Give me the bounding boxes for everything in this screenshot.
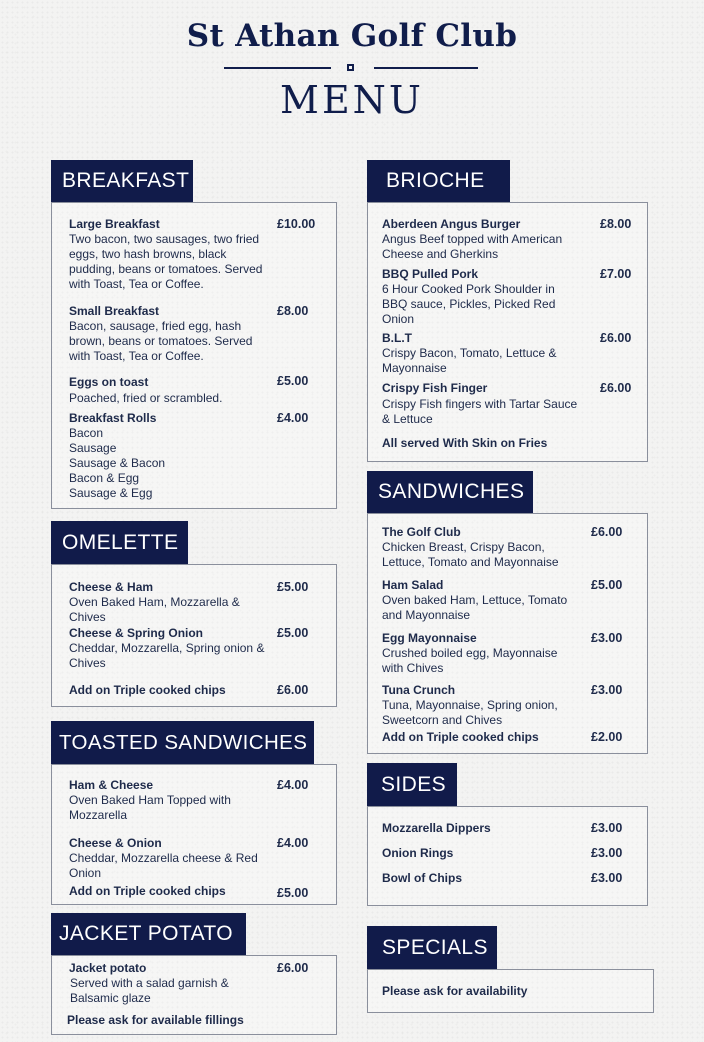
- brioche-heading: BRIOCHE: [367, 160, 510, 202]
- item-price: £6.00: [600, 381, 632, 395]
- item-description: Two bacon, two sausages, two fried eggs, two hash browns, black pudding, beans or tomatoes. Served with Toast, Tea or Coffee.: [69, 232, 263, 291]
- menu-item-breakfast-rolls: [69, 411, 269, 501]
- item-name: Large Breakfast: [69, 217, 160, 231]
- item-name: Small Breakfast: [69, 304, 160, 318]
- menu-header: [0, 0, 704, 140]
- menu-item-small-breakfast: [69, 304, 269, 364]
- item-price: £5.00: [591, 578, 623, 592]
- specials-availability-note: Please ask for availability: [382, 984, 528, 998]
- menu-item-crispy-fish-finger: [382, 381, 582, 428]
- menu-item-eggs-on-toast: [69, 374, 269, 406]
- item-description: Cheddar, Mozzarella cheese & Red Onion: [69, 851, 258, 880]
- item-name: Egg Mayonnaise: [382, 631, 477, 645]
- item-price: £5.00: [277, 580, 309, 594]
- menu-item-large-breakfast: [69, 217, 269, 292]
- jacket-fillings-note: Please ask for available fillings: [67, 1013, 244, 1027]
- item-description: Bacon, sausage, fried egg, hash brown, beans or tomatoes. Served with Toast, Tea or Coffee.: [69, 319, 253, 363]
- addon-price: £2.00: [591, 730, 623, 744]
- menu-item-jacket-potato: [69, 961, 269, 1006]
- omelette-heading: OMELETTE: [51, 521, 188, 564]
- item-description: Crispy Fish fingers with Tartar Sauce & Lettuce: [382, 396, 578, 426]
- item-price: £5.00: [277, 374, 309, 388]
- roll-option: Sausage: [69, 441, 117, 455]
- menu-item-blt: [382, 331, 582, 376]
- item-name: Crispy Fish Finger: [382, 381, 488, 395]
- jacket-potato-heading: JACKET POTATO: [51, 913, 246, 955]
- brioche-fries-note: All served With Skin on Fries: [382, 436, 548, 450]
- item-name: Ham Salad: [382, 578, 444, 592]
- roll-option: Bacon: [69, 426, 104, 440]
- item-price: £10.00: [277, 217, 316, 231]
- item-price: £6.00: [277, 961, 309, 975]
- item-price: £6.00: [591, 525, 623, 539]
- item-price: £4.00: [277, 778, 309, 792]
- item-price: £3.00: [591, 821, 623, 835]
- item-price: £8.00: [600, 217, 632, 231]
- item-price: £3.00: [591, 846, 623, 860]
- menu-item-mozzarella-dippers: Mozzarella Dippers: [382, 821, 491, 835]
- item-price: £5.00: [277, 626, 309, 640]
- roll-option: Bacon & Egg: [69, 471, 140, 485]
- club-name: St Athan Golf Club: [186, 18, 518, 54]
- item-description: Oven baked Ham, Lettuce, Tomato and Mayonnaise: [382, 593, 568, 622]
- addon-price: £5.00: [277, 886, 309, 900]
- item-name: Jacket potato: [69, 961, 147, 975]
- item-name: Eggs on toast: [69, 375, 149, 389]
- item-name: BBQ Pulled Pork: [382, 267, 479, 281]
- item-name: Aberdeen Angus Burger: [382, 217, 521, 231]
- addon-label: Add on Triple cooked chips: [69, 884, 226, 898]
- header-rule-left: [224, 67, 331, 69]
- toasted-sandwiches-heading: TOASTED SANDWICHES: [51, 721, 314, 764]
- item-price: £6.00: [600, 331, 632, 345]
- item-price: £3.00: [591, 631, 623, 645]
- item-price: £3.00: [591, 871, 623, 885]
- item-name: Breakfast Rolls: [69, 411, 157, 425]
- menu-item-ham-cheese-toastie: [69, 778, 269, 823]
- item-description: Crispy Bacon, Tomato, Lettuce & Mayonnaise: [382, 346, 557, 375]
- item-description: Poached, fried or scrambled.: [69, 391, 223, 405]
- addon-price: £6.00: [277, 683, 309, 697]
- specials-heading: SPECIALS: [367, 926, 497, 969]
- addon-label: Add on Triple cooked chips: [69, 683, 226, 697]
- roll-option: Sausage & Bacon: [69, 456, 166, 470]
- header-diamond-ornament: [347, 64, 354, 71]
- header-rule-right: [374, 67, 478, 69]
- menu-item-onion-rings: Onion Rings: [382, 846, 454, 860]
- item-description: Oven Baked Ham, Mozzarella & Chives: [69, 595, 240, 624]
- item-price: £8.00: [277, 304, 309, 318]
- item-description: Cheddar, Mozzarella, Spring onion & Chives: [69, 641, 265, 670]
- item-description: Crushed boiled egg, Mayonnaise with Chives: [382, 646, 558, 675]
- item-name: Tuna Crunch: [382, 683, 456, 697]
- menu-title: MENU: [280, 78, 424, 122]
- sides-heading: SIDES: [367, 763, 457, 806]
- item-name: Ham & Cheese: [69, 778, 154, 792]
- item-price: £4.00: [277, 836, 309, 850]
- menu-item-cheese-spring-onion-omelette: [69, 626, 269, 671]
- menu-item-egg-mayonnaise: [382, 631, 582, 676]
- item-description: 6 Hour Cooked Pork Shoulder in BBQ sauce, Pickles, Picked Red Onion: [382, 282, 556, 326]
- addon-label: Add on Triple cooked chips: [382, 730, 539, 744]
- menu-item-tuna-crunch: [382, 683, 582, 728]
- item-name: Cheese & Onion: [69, 836, 162, 850]
- item-price: £7.00: [600, 267, 632, 281]
- item-price: £3.00: [591, 683, 623, 697]
- item-description: Angus Beef topped with American Cheese and Gherkins: [382, 232, 563, 261]
- menu-item-bbq-pulled-pork: [382, 267, 577, 327]
- menu-item-ham-salad: [382, 578, 582, 623]
- menu-item-bowl-of-chips: Bowl of Chips: [382, 871, 462, 885]
- item-description: Served with a salad garnish & Balsamic glaze: [70, 976, 229, 1005]
- item-name: Cheese & Ham: [69, 580, 154, 594]
- breakfast-heading: BREAKFAST: [51, 160, 193, 202]
- item-name: Cheese & Spring Onion: [69, 626, 204, 640]
- item-price: £4.00: [277, 411, 309, 425]
- menu-item-cheese-onion-toastie: [69, 836, 269, 881]
- roll-option: Sausage & Egg: [69, 486, 153, 500]
- menu-item-the-golf-club: [382, 525, 582, 570]
- item-name: B.L.T: [382, 331, 412, 345]
- item-description: Oven Baked Ham Topped with Mozzarella: [69, 793, 231, 822]
- menu-item-aberdeen-angus-burger: [382, 217, 582, 262]
- item-name: The Golf Club: [382, 525, 461, 539]
- menu-item-cheese-ham-omelette: [69, 580, 269, 625]
- sandwiches-heading: SANDWICHES: [367, 471, 533, 513]
- item-description: Chicken Breast, Crispy Bacon, Lettuce, Tomato and Mayonnaise: [382, 540, 559, 569]
- item-description: Tuna, Mayonnaise, Spring onion, Sweetcorn and Chives: [382, 698, 558, 727]
